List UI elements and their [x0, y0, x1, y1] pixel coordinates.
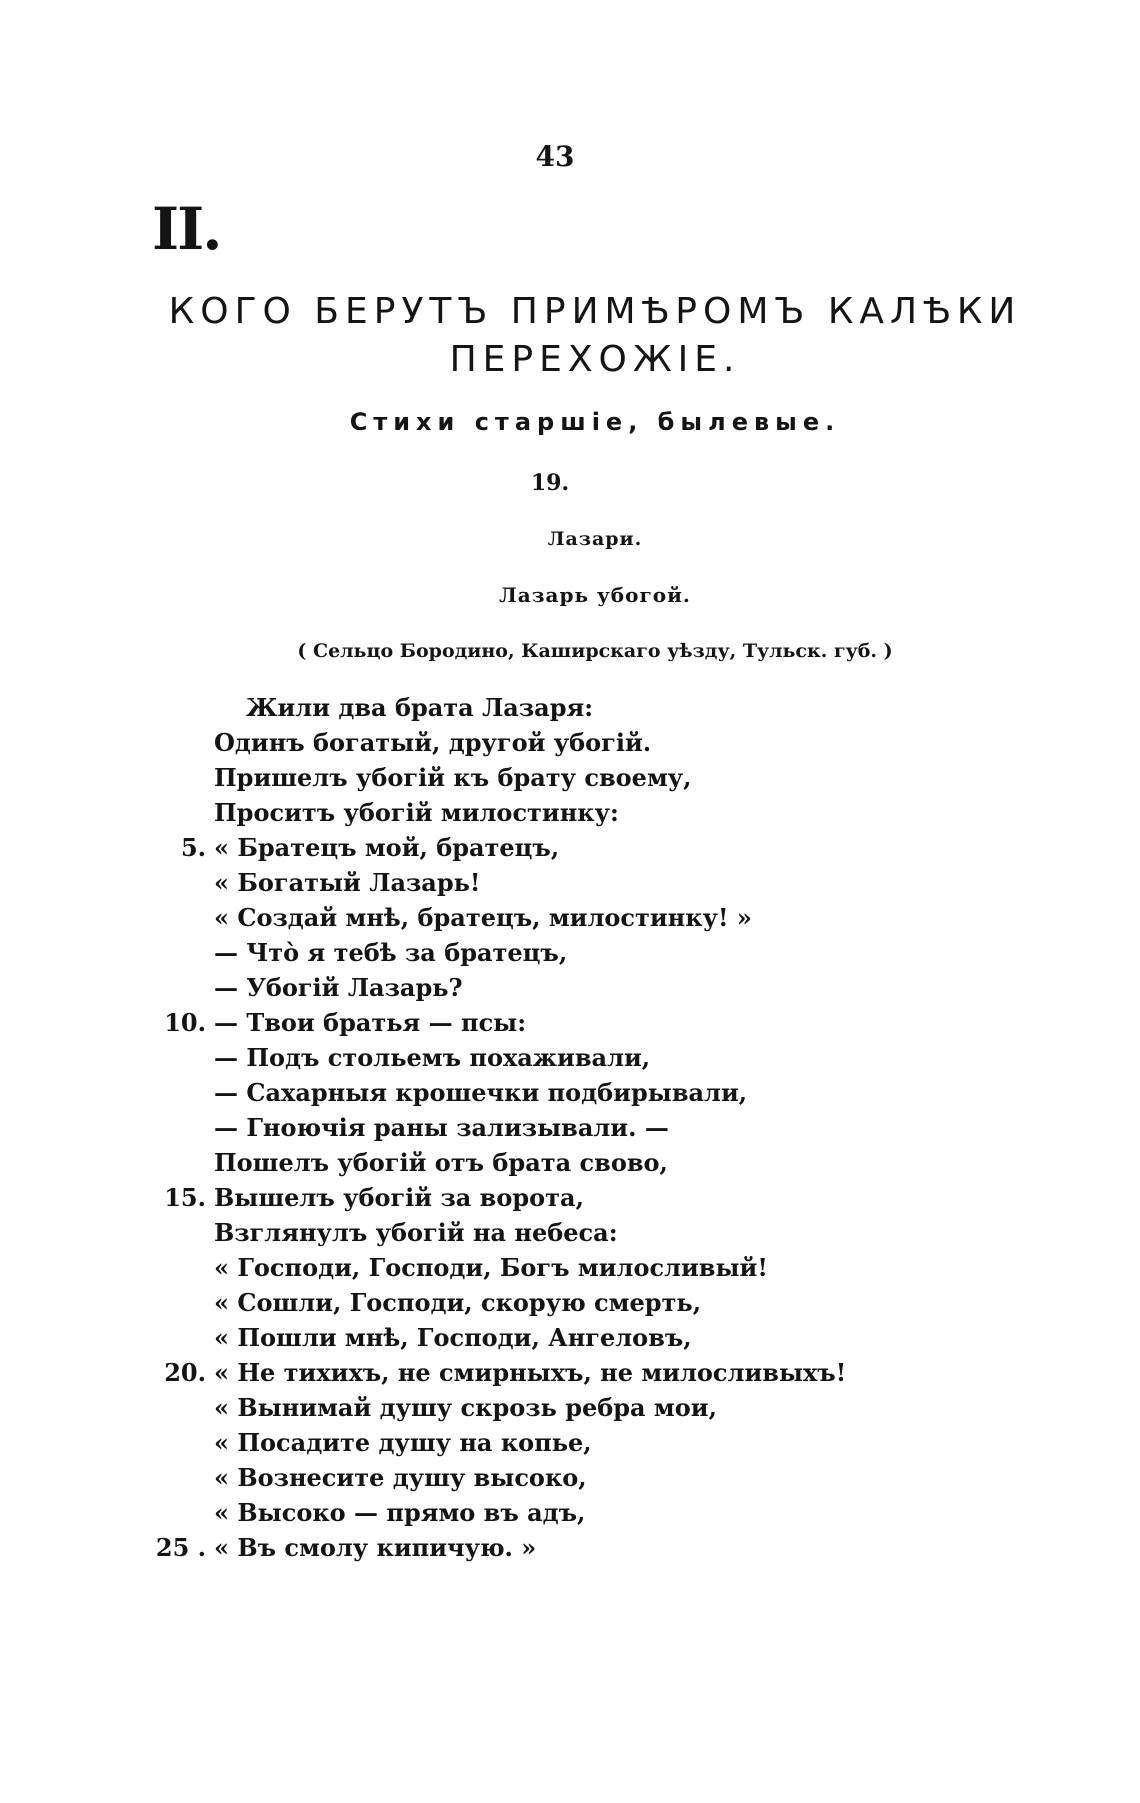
- verse-text: « Въ смолу кипичую. »: [214, 1533, 537, 1562]
- verse-line: [140, 690, 1040, 725]
- verse-text: « Сошли, Господи, скорую смерть,: [214, 1288, 702, 1317]
- verse-text: — Убогій Лазарь?: [214, 973, 463, 1002]
- verse-line: [140, 1110, 1040, 1145]
- poem-number: 19.: [530, 470, 570, 496]
- verse-text: — Подъ стольемъ похаживали,: [214, 1043, 651, 1072]
- verse-text: Одинъ богатый, другой убогій.: [214, 728, 652, 757]
- verse-text: « Богатый Лазарь!: [214, 868, 481, 897]
- verse-text: « Братецъ мой, братецъ,: [214, 833, 560, 862]
- verse-text: — Гноючія раны зализывали. —: [214, 1113, 669, 1142]
- verse-list: [140, 690, 1040, 1565]
- verse-line: [140, 1425, 1040, 1460]
- poem-title: Лазарь убогой.: [499, 583, 691, 607]
- verse-line: [140, 1250, 1040, 1285]
- verse-line: [140, 760, 1040, 795]
- verse-line: [140, 1040, 1040, 1075]
- line-number: 20.: [164, 1358, 206, 1387]
- verse-text: — Твои братья — псы:: [214, 1008, 527, 1037]
- verse-line: [140, 1005, 1040, 1040]
- verse-line: [140, 1460, 1040, 1495]
- page-number: 43: [535, 140, 575, 173]
- verse-text: « Господи, Господи, Богъ милосливый!: [214, 1253, 768, 1282]
- verse-text: Жили два брата Лазаря:: [246, 693, 594, 722]
- verse-line: [140, 1355, 1040, 1390]
- verse-line: [140, 1145, 1040, 1180]
- line-number: 15.: [164, 1183, 206, 1212]
- verse-text: Пришелъ убогій къ брату своему,: [214, 763, 692, 792]
- verse-line: [140, 900, 1040, 935]
- verse-line: [140, 1320, 1040, 1355]
- chapter-title-line: ПЕРЕХОЖІЕ.: [449, 339, 741, 380]
- verse-text: « Вознесите душу высоко,: [214, 1463, 587, 1492]
- verse-text: « Вынимай душу скрозь ребра мои,: [214, 1393, 717, 1422]
- verse-line: [140, 935, 1040, 970]
- verse-text: Вышелъ убогій за ворота,: [214, 1183, 584, 1212]
- verse-text: Проситъ убогій милостинку:: [214, 798, 619, 827]
- verse-text: — Сахарныя крошечки подбирывали,: [214, 1078, 748, 1107]
- chapter-title: [150, 288, 1040, 384]
- chapter-title-line: КОГО БЕРУТЪ ПРИМѢРОМЪ КАЛѢКИ: [168, 291, 1022, 332]
- verse-line: [140, 1215, 1040, 1250]
- verse-line: [140, 795, 1040, 830]
- verse-text: Взглянулъ убогій на небеса:: [214, 1218, 618, 1247]
- verse-line: [140, 1390, 1040, 1425]
- verse-line: [140, 725, 1040, 760]
- verse-text: « Пошли мнѣ, Господи, Ангеловъ,: [214, 1323, 692, 1352]
- verse-text: — Что̀ я тебѣ за братецъ,: [214, 938, 568, 967]
- verse-text: « Высоко — прямо въ адъ,: [214, 1498, 586, 1527]
- section-number: II.: [152, 195, 221, 263]
- verse-line: [140, 1495, 1040, 1530]
- source-note: ( Сельцо Бородино, Каширскаго уѣзду, Тульск. губ. ): [297, 640, 893, 662]
- verse-line: [140, 1285, 1040, 1320]
- verse-line: [140, 970, 1040, 1005]
- subtitle: Стихи старшіе, былевые.: [349, 408, 841, 436]
- verse-line: [140, 1180, 1040, 1215]
- verse-text: « Не тихихъ, не смирныхъ, не милосливыхъ!: [214, 1358, 847, 1387]
- verse-line: [140, 865, 1040, 900]
- line-number: 25 .: [155, 1533, 206, 1562]
- poem-group-title: Лазари.: [547, 528, 643, 550]
- line-number: 10.: [164, 1008, 206, 1037]
- line-number: 5.: [180, 833, 206, 862]
- verse-text: Пошелъ убогій отъ брата свово,: [214, 1148, 668, 1177]
- verse-line: [140, 1075, 1040, 1110]
- verse-text: « Создай мнѣ, братецъ, милостинку! »: [214, 903, 752, 932]
- verse-line: [140, 1530, 1040, 1565]
- verse-line: [140, 830, 1040, 865]
- verse-text: « Посадите душу на копье,: [214, 1428, 592, 1457]
